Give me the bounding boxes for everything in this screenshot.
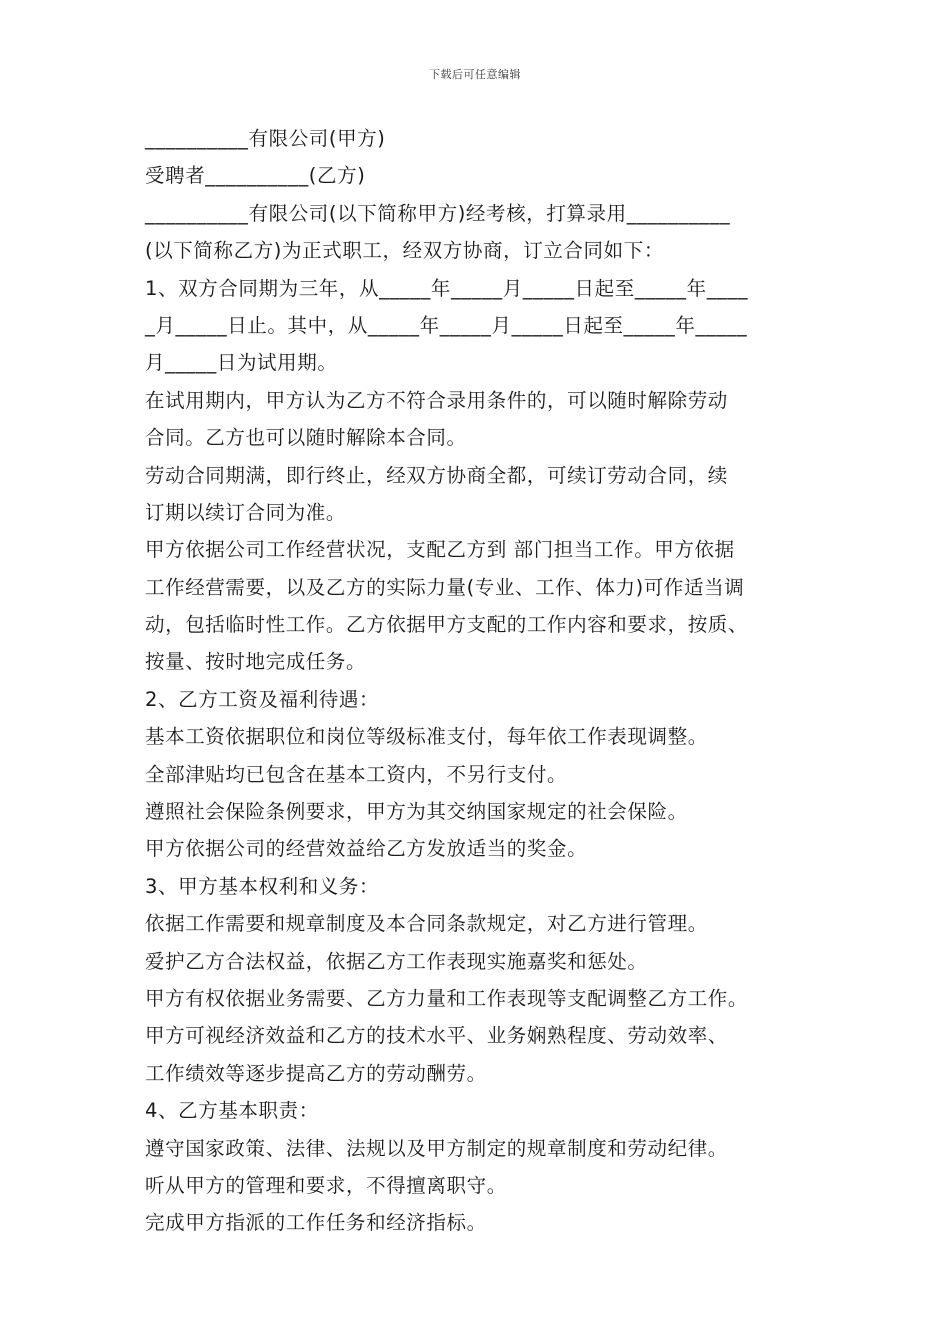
paragraph-line: 订期以续订合同为准。 [145,500,347,524]
paragraph-line: 劳动合同期满，即行终止，经双方协商全都，可续订劳动合同，续 [145,463,728,487]
paragraph-line: 合同。乙方也可以随时解除本合同。 [145,426,467,450]
paragraph-line: 全部津贴均已包含在基本工资内，不另行支付。 [145,762,568,786]
paragraph-line: 爱护乙方合法权益，依据乙方工作表现实施嘉奖和惩处。 [145,949,648,973]
paragraph-line: 按量、按时地完成任务。 [145,650,367,674]
paragraph-line: 动，包括临时性工作。乙方依据甲方支配的工作内容和要求，按质、 [145,613,749,637]
paragraph-line: 甲方依据公司工作经营状况，支配乙方到 部门担当工作。甲方依据 [145,538,735,562]
page-header-note: 下载后可任意编辑 [429,68,521,81]
paragraph-line: __________有限公司(以下简称甲方)经考核，打算录用__________ [145,201,731,225]
paragraph-line: 月_____日为试用期。 [145,351,338,375]
party-a-line: __________有限公司(甲方) [145,127,386,150]
paragraph-line: 完成甲方指派的工作任务和经济指标。 [145,1211,487,1235]
paragraph-line: 甲方依据公司的经营效益给乙方发放适当的奖金。 [145,837,588,861]
paragraph-line: 依据工作需要和规章制度及本合同条款规定，对乙方进行管理。 [145,912,708,936]
paragraph-line: 工作经营需要，以及乙方的实际力量(专业、工作、体力)可作适当调 [145,575,745,599]
paragraph-line: 甲方有权依据业务需要、乙方力量和工作表现等支配调整乙方工作。 [145,986,749,1010]
paragraph-line: 甲方可视经济效益和乙方的技术水平、业务娴熟程度、劳动效率、 [145,1024,728,1048]
section-2-heading: 2、乙方工资及福利待遇： [145,687,380,711]
paragraph-line: _月_____日止。其中，从_____年_____月_____日起至_____年_____ [145,313,748,337]
section-3-heading: 3、甲方基本权利和义务： [145,874,380,898]
paragraph-line: 听从甲方的管理和要求，不得擅离职守。 [145,1173,507,1197]
paragraph-line: 工作绩效等逐步提高乙方的劳动酬劳。 [145,1061,487,1085]
paragraph-line: (以下简称乙方)为正式职工，经双方协商，订立合同如下： [145,239,664,263]
paragraph-line: 遵守国家政策、法律、法规以及甲方制定的规章制度和劳动纪律。 [145,1136,728,1160]
section-4-heading: 4、乙方基本职责： [145,1099,319,1123]
party-b-line: 受聘者__________(乙方) [145,164,366,188]
contract-body [145,120,835,1242]
paragraph-line: 在试用期内，甲方认为乙方不符合录用条件的，可以随时解除劳动 [145,388,728,412]
paragraph-line: 遵照社会保险条例要求，甲方为其交纳国家规定的社会保险。 [145,800,688,824]
paragraph-line: 基本工资依据职位和岗位等级标准支付，每年依工作表现调整。 [145,725,708,749]
section-1-heading: 1、双方合同期为三年，从_____年_____月_____日起至_____年____ [145,276,749,300]
